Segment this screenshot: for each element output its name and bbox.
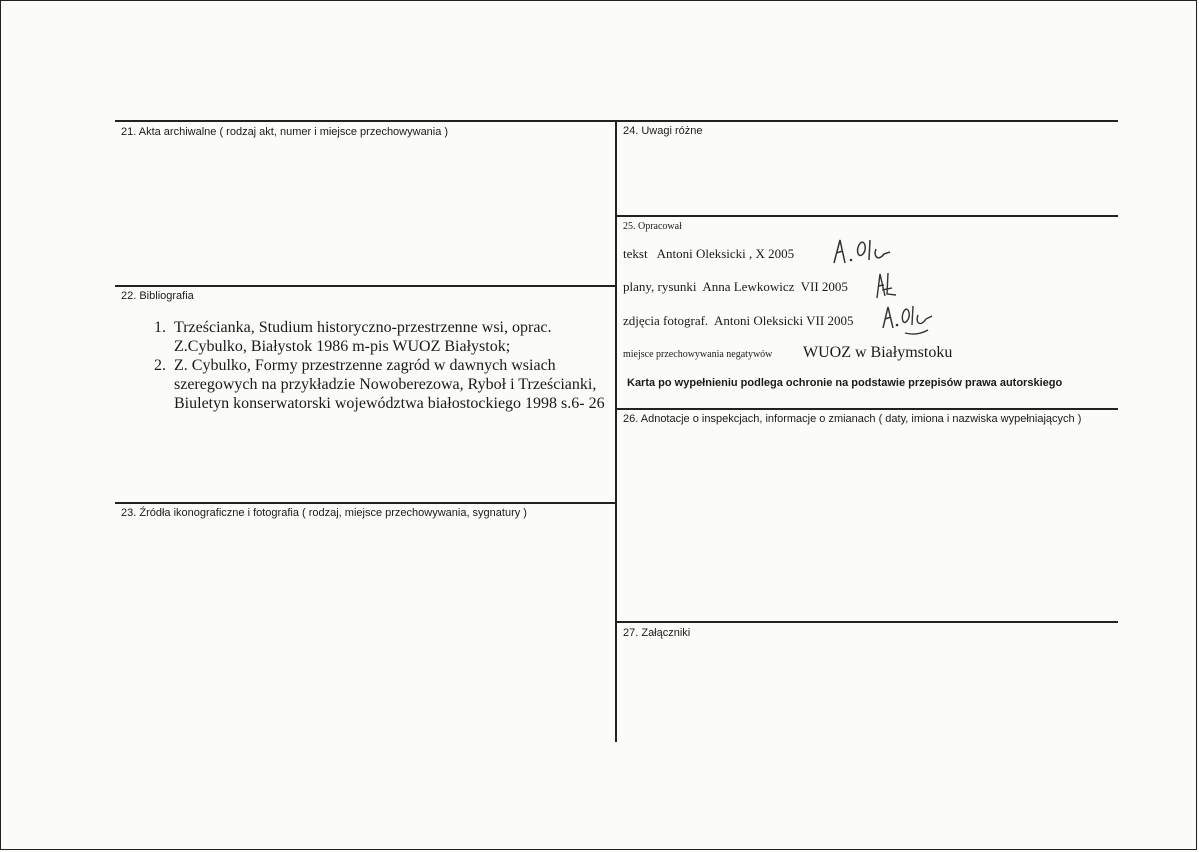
bibliography-list — [140, 318, 625, 413]
signature-initials-2 — [874, 270, 898, 300]
section-23-label: 23. Źródła ikonograficzne i fotografia ( rodzaj, miejsce przechowywania, sygnatury ) — [121, 507, 527, 519]
rule-23 — [115, 502, 617, 504]
section-25-label: 25. Opracował — [623, 221, 682, 232]
rule-22 — [115, 285, 617, 287]
rule-26 — [617, 408, 1118, 410]
section-21-label: 21. Akta archiwalne ( rodzaj akt, numer i miejsce przechowywania ) — [121, 126, 449, 138]
rule-25 — [617, 215, 1118, 217]
bibliography-item-2: 2. Z. Cybulko, Formy przestrzenne zagród w dawnych wsiach szeregowych na przykładzie Nowoberezowa, Ryboł i Trześcianki, Biuletyn konserwatorski województwa białostockiego 1998 s.6- 26 — [170, 356, 625, 413]
section-22-label: 22. Bibliografia — [121, 290, 194, 302]
section-24-label: 24. Uwagi różne — [623, 125, 703, 137]
signature-initials-3 — [880, 303, 940, 337]
storage-label: miejsce przechowywania negatywów — [623, 349, 773, 360]
author-text-line: tekst Antoni Oleksicki , X 2005 — [623, 246, 795, 261]
rule-27 — [617, 621, 1118, 623]
copyright-note: Karta po wypełnieniu podlega ochronie na podstawie przepisów prawa autorskiego — [627, 377, 1063, 389]
storage-value: WUOZ w Białymstoku — [803, 344, 953, 361]
section-27-label: 27. Załączniki — [623, 627, 691, 639]
signature-initials-1 — [830, 236, 900, 266]
plans-line: plany, rysunki Anna Lewkowicz VII 2005 — [623, 279, 848, 294]
photo-line: zdjęcia fotograf. Antoni Oleksicki VII 2005 — [623, 313, 854, 328]
center-divider — [615, 120, 617, 742]
bibliography-item-1: 1. Trześcianka, Studium historyczno-przestrzenne wsi, oprac. Z.Cybulko, Białystok 1986 m-pis WUOZ Białystok; — [170, 318, 625, 356]
section-26-label: 26. Adnotacje o inspekcjach, informacje o zmianach ( daty, imiona i nazwiska wypełniających ) — [623, 413, 1082, 425]
